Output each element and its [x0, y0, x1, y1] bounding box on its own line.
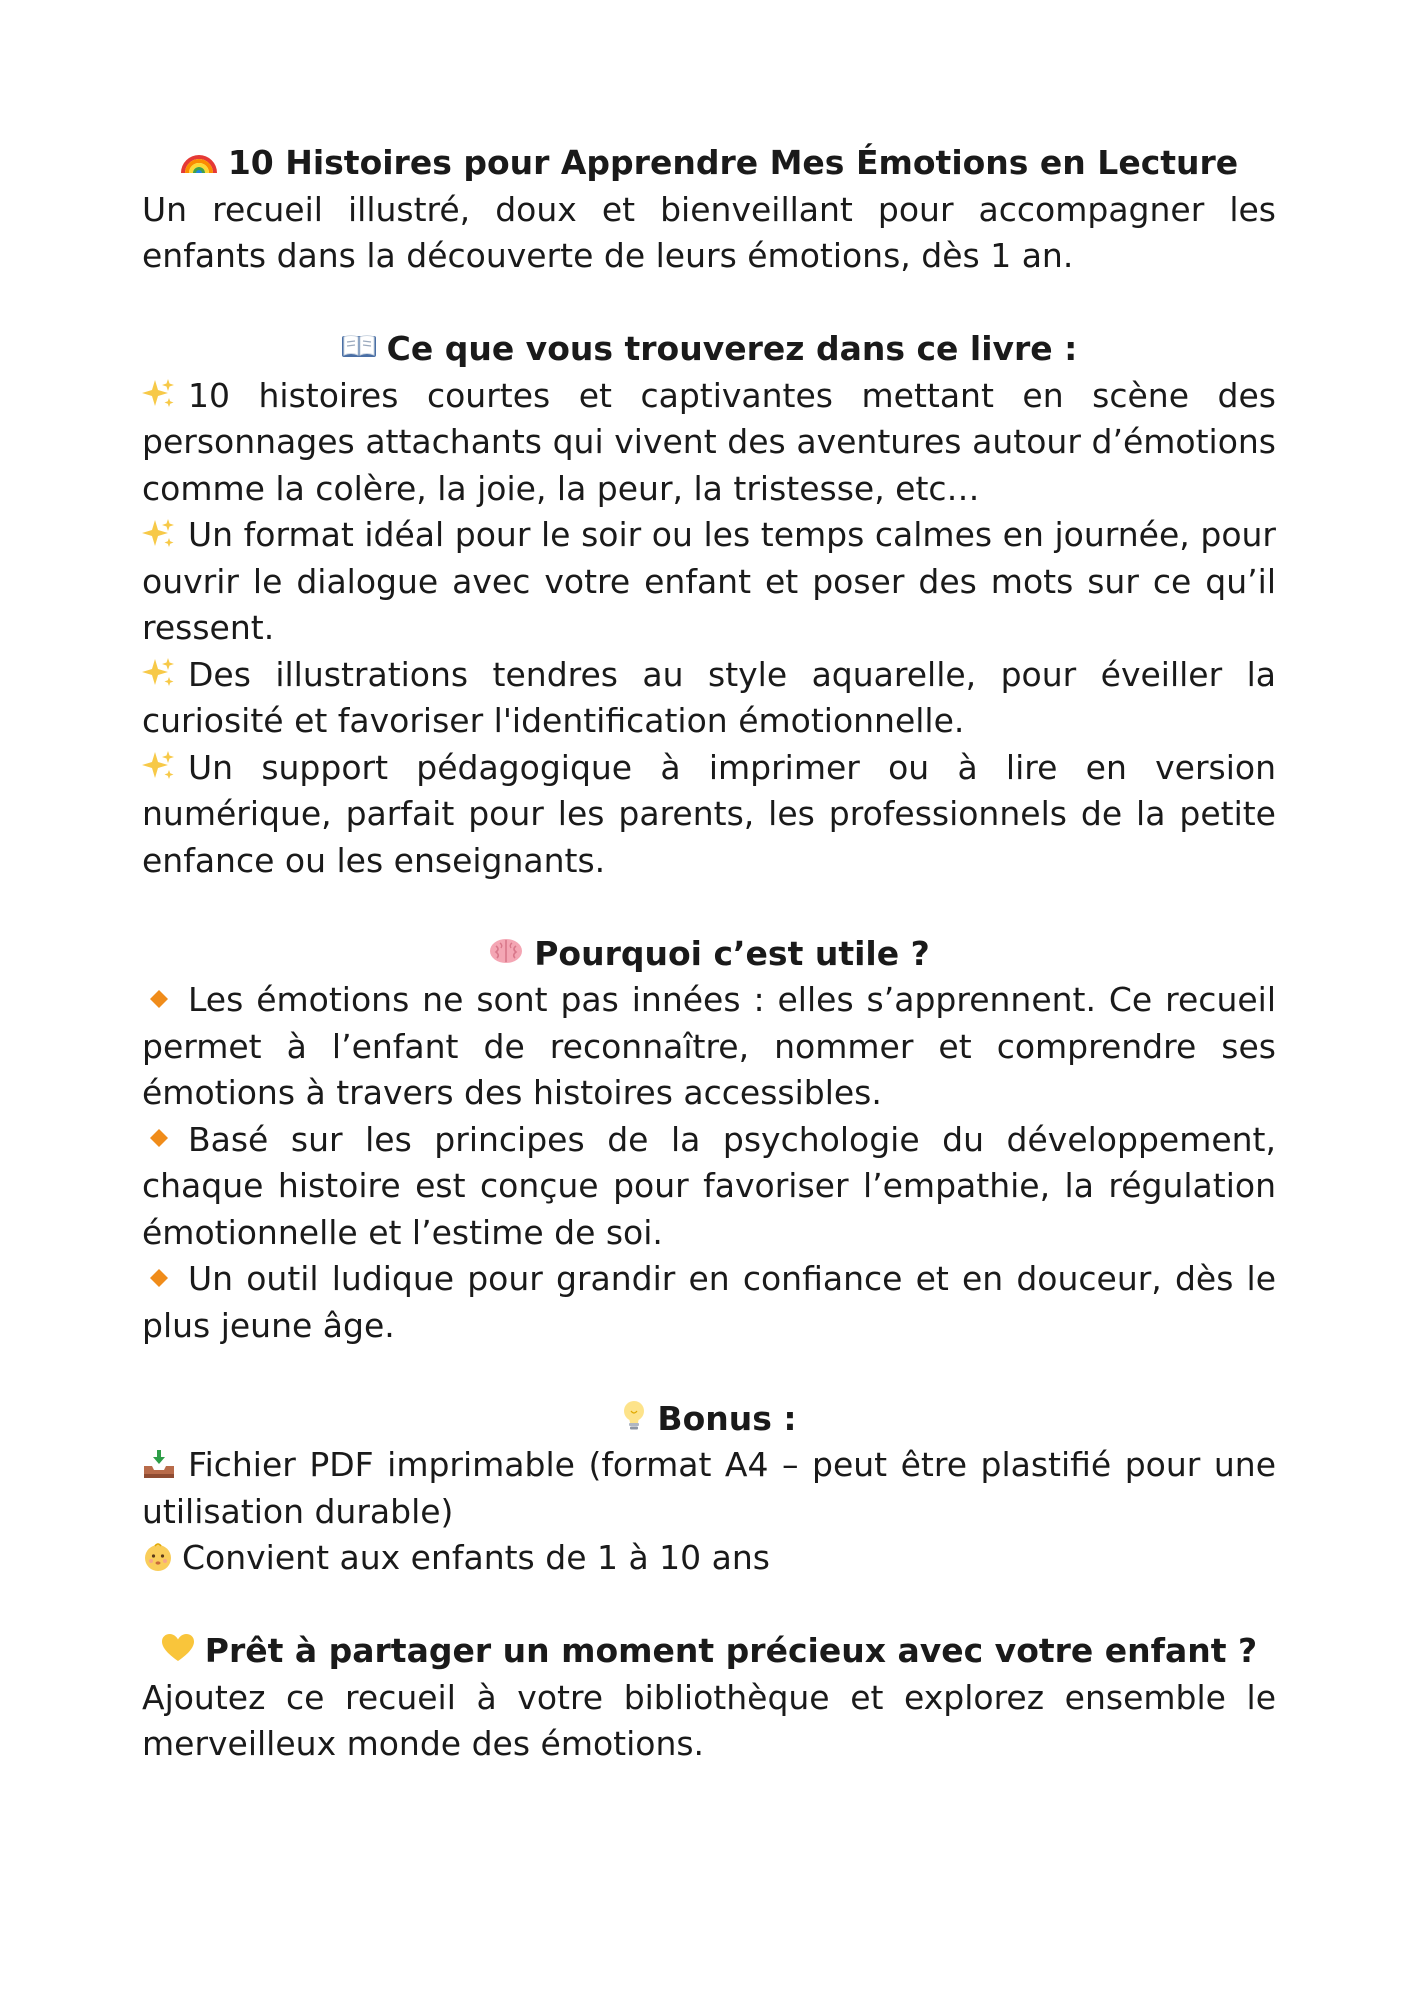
contents-heading	[142, 326, 1276, 373]
why-item: Les émotions ne sont pas innées : elles s’apprennent. Ce recueil permet à l’enfant de reconnaître, nommer et comprendre ses émotions à travers des histoires accessibles.	[142, 980, 1276, 1112]
contents-item: Des illustrations tendres au style aquarelle, pour éveiller la curiosité et favoriser l'identification émotionnelle.	[142, 654, 1276, 740]
contents-item: 10 histoires courtes et captivantes mettant en scène des personnages attachants qui vivent des aventures autour d’émotions comme la colère, la joie, la peur, la tristesse, etc…	[142, 375, 1276, 508]
intro-text: Un recueil illustré, doux et bienveillant pour accompagner les enfants dans la découverte de leurs émotions, dès 1 an.	[142, 189, 1276, 275]
sparkles-icon	[142, 750, 176, 782]
document-page	[142, 140, 1276, 1768]
orange-diamond-icon	[142, 1265, 176, 1291]
why-item: Un outil ludique pour grandir en confiance et en douceur, dès le plus jeune âge.	[142, 1259, 1276, 1345]
bonus-item: Convient aux enfants de 1 à 10 ans	[142, 1535, 1276, 1582]
why-item: Basé sur les principes de la psychologie du développement, chaque histoire est conçue pour favoriser l’empathie, la régulation émotionnelle et l’estime de soi.	[142, 1119, 1276, 1252]
open-book-icon	[341, 333, 377, 359]
contents-heading-text: Ce que vous trouverez dans ce livre :	[386, 329, 1078, 368]
bonus-heading	[142, 1396, 1276, 1443]
sparkles-icon	[142, 657, 176, 689]
why-heading-text: Pourquoi c’est utile ?	[534, 933, 930, 973]
baby-face-icon	[142, 1541, 174, 1573]
cta-heading-text: Prêt à partager un moment précieux avec votre enfant ?	[204, 1631, 1258, 1670]
rainbow-icon	[180, 145, 218, 175]
light-bulb-icon	[621, 1399, 647, 1433]
contents-item: Un format idéal pour le soir ou les temps calmes en journée, pour ouvrir le dialogue avec votre enfant et poser des mots sur ce qu’il ressent.	[142, 515, 1276, 647]
cta-heading	[142, 1628, 1276, 1675]
orange-diamond-icon	[142, 986, 176, 1012]
sparkles-icon	[142, 518, 176, 550]
cta-text: Ajoutez ce recueil à votre bibliothèque et explorez ensemble le merveilleux monde des émotions.	[142, 1677, 1276, 1763]
contents-item: Un support pédagogique à imprimer ou à lire en version numérique, parfait pour les parents, les professionnels de la petite enfance ou les enseignants.	[142, 747, 1276, 880]
why-heading	[142, 931, 1276, 978]
brain-icon	[488, 936, 524, 966]
title-text: 10 Histoires pour Apprendre Mes Émotions en Lecture	[227, 143, 1239, 182]
bonus-item: Fichier PDF imprimable (format A4 – peut être plastifié pour une utilisation durable)	[142, 1445, 1276, 1531]
inbox-tray-icon	[142, 1448, 176, 1480]
title	[142, 140, 1276, 187]
yellow-heart-icon	[161, 1633, 195, 1663]
bonus-heading-text: Bonus :	[657, 1398, 797, 1438]
orange-diamond-icon	[142, 1125, 176, 1151]
sparkles-icon	[142, 378, 176, 410]
